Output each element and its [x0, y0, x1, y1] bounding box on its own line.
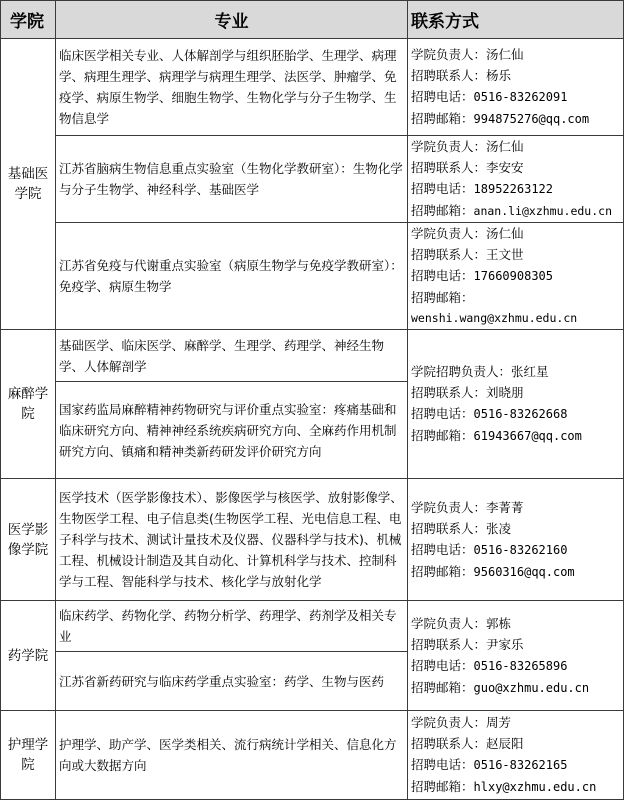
header-major: 专业 [56, 1, 408, 39]
contact-phone: 招聘电话：0516-83262165 [411, 757, 568, 772]
college-cell: 护理学院 [1, 711, 56, 800]
major-cell: 医学技术（医学影像技术）、影像医学与核医学、放射影像学、生物医学工程、电子信息类(生物医学工程、光电信息工程、电子科学与技术、测试计量技术及仪器、仪器科学与技术)、机械工程、机械设计制造及其自动化、计算机科学与技术、控制科学与工程、智能科学与技术、核化学与放射化学 [56, 479, 408, 601]
college-cell: 麻醉学院 [1, 330, 56, 479]
college-cell: 基础医学院 [1, 39, 56, 330]
contact-phone: 招聘电话：18952263122 [411, 181, 553, 196]
contact-email: 招聘邮箱：994875276@qq.com [411, 111, 590, 126]
major-cell: 临床医学相关专业、人体解剖学与组织胚胎学、生理学、病理学、病理生理学、病理学与病理生理学、法医学、肿瘤学、免疫学、病原生物学、细胞生物学、生物化学与分子生物学、生物信息学 [56, 39, 408, 136]
contact-head: 学院负责人：李菁菁 [411, 499, 524, 515]
contact-cell [408, 136, 624, 223]
major-cell: 护理学、助产学、医学类相关、流行病统计学相关、信息化方向或大数据方向 [56, 711, 408, 800]
contact-head: 学院负责人：周芳 [411, 715, 512, 730]
college-cell: 医学影像学院 [1, 479, 56, 601]
contact-cell [408, 479, 624, 601]
header-row [1, 1, 624, 39]
contact-person: 招聘联系人：刘晓朋 [411, 385, 524, 400]
contact-phone: 招聘电话：0516-83262091 [411, 89, 568, 104]
major-cell: 临床药学、药物化学、药物分析学、药理学、药剂学及相关专业 [56, 601, 408, 652]
major-cell: 国家药监局麻醉精神药物研究与评价重点实验室：疼痛基础和临床研究方向、精神神经系统疾病研究方向、全麻药作用机制研究方向、镇痛和精神类新药研发评价研究方向 [56, 382, 408, 479]
table-row [1, 479, 624, 601]
contact-person: 招聘联系人：张凌 [411, 520, 512, 536]
table-row [1, 136, 624, 223]
contact-phone: 招聘电话：0516-83262668 [411, 406, 568, 421]
contact-phone: 招聘电话：0516-83265896 [411, 657, 568, 673]
contact-head: 学院负责人：汤仁仙 [411, 139, 524, 154]
contact-person: 招聘联系人：赵辰阳 [411, 736, 524, 751]
contact-email: 招聘邮箱：hlxy@xzhmu.edu.cn [411, 779, 597, 794]
major-cell: 基础医学、临床医学、麻醉学、生理学、药理学、神经生物学、人体解剖学 [56, 330, 408, 382]
header-college: 学院 [1, 1, 56, 39]
contact-cell [408, 39, 624, 136]
table-row [1, 330, 624, 382]
contact-person: 招聘联系人：尹家乐 [411, 636, 524, 652]
contact-email: 招聘邮箱：61943667@qq.com [411, 428, 582, 443]
contact-head: 学院负责人：汤仁仙 [411, 47, 524, 62]
contact-person: 招聘联系人：李安安 [411, 160, 524, 175]
contact-cell [408, 330, 624, 479]
table-row [1, 39, 624, 136]
contact-cell [408, 601, 624, 711]
contact-cell [408, 223, 624, 330]
contact-email: wenshi.wang@xzhmu.edu.cn [411, 311, 578, 325]
header-contact: 联系方式 [408, 1, 624, 39]
contact-head: 学院负责人：汤仁仙 [411, 226, 524, 241]
contact-person: 招聘联系人：王文世 [411, 247, 524, 262]
table-row [1, 601, 624, 652]
contact-cell [408, 711, 624, 800]
contact-phone: 招聘电话：17660908305 [411, 268, 553, 283]
contact-person: 招聘联系人：杨乐 [411, 68, 512, 83]
contact-phone: 招聘电话：0516-83262160 [411, 541, 568, 557]
major-cell: 江苏省免疫与代谢重点实验室（病原生物学与免疫学教研室）：免疫学、病原生物学 [56, 223, 408, 330]
contact-email-label: 招聘邮箱： [411, 290, 474, 305]
college-cell: 药学院 [1, 601, 56, 711]
table-row [1, 711, 624, 800]
contact-email: 招聘邮箱：anan.li@xzhmu.edu.cn [411, 203, 612, 218]
major-cell: 江苏省脑病生物信息重点实验室（生物化学教研室）：生物化学与分子生物学、神经科学、基础医学 [56, 136, 408, 223]
contact-email: 招聘邮箱：guo@xzhmu.edu.cn [411, 679, 590, 695]
table-row [1, 223, 624, 330]
contact-head: 学院招聘负责人：张红星 [411, 364, 549, 379]
contact-head: 学院负责人：郭栋 [411, 615, 512, 631]
major-cell: 江苏省新药研究与临床药学重点实验室：药学、生物与医药 [56, 652, 408, 711]
contact-email: 招聘邮箱：9560316@qq.com [411, 563, 575, 579]
